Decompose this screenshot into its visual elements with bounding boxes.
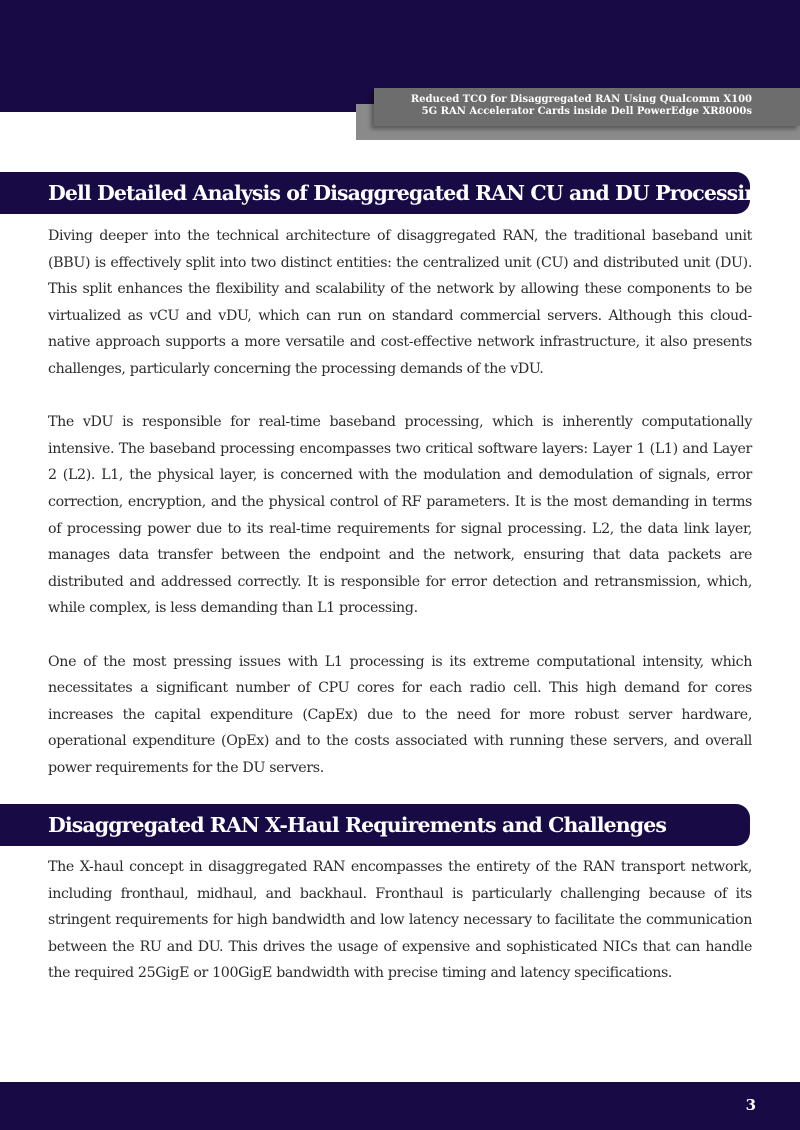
paragraph: Diving deeper into the technical architecture of disaggregated RAN, the traditional baseband unit (BBU) is effectively split into two distinct entities: the centralized unit (CU) and distributed unit (DU). This split enhances the flexibility and scalability of the network by allowing these components to be virtualized as vCU and vDU, which can run on standard commercial servers. Although this cloud-native approach supports a more versatile and cost-effective network infrastructure, it also presents challenges, particularly concerning the processing demands of the vDU. [48,228,752,377]
document-title-line-2: 5G RAN Accelerator Cards inside Dell PowerEdge XR8000s [421,106,752,117]
section-body-x-haul [48,854,752,987]
document-title-line-1: Reduced TCO for Disaggregated RAN Using Qualcomm X100 [410,94,752,105]
section-heading-x-haul [0,804,750,846]
document-title [411,94,752,118]
section-title: Dell Detailed Analysis of Disaggregated RAN CU and DU Processing [48,181,772,205]
footer-band [0,1082,800,1130]
section-heading-cu-du [0,172,772,214]
section-body-cu-du [48,223,752,781]
paragraph: The vDU is responsible for real-time baseband processing, which is inherently computationally intensive. The baseband processing encompasses two critical software layers: Layer 1 (L1) and Layer 2 (L2). L1, the physical layer, is concerned with the modulation and demodulation of signals, error correction, encryption, and the physical control of RF parameters. It is the most demanding in terms of processing power due to its real-time requirements for signal processing. L2, the data link layer, manages data transfer between the endpoint and the network, ensuring that data packets are distributed and addressed correctly. It is responsible for error detection and retransmission, which, while complex, is less demanding than L1 processing. [48,414,752,617]
paragraph: The X-haul concept in disaggregated RAN encompasses the entirety of the RAN transport network, including fronthaul, midhaul, and backhaul. Fronthaul is particularly challenging because of its stringent requirements for high bandwidth and low latency necessary to facilitate the communication between the RU and DU. This drives the usage of expensive and sophisticated NICs that can handle the required 25GigE or 100GigE bandwidth with precise timing and latency specifications. [48,859,752,982]
section-title: Disaggregated RAN X-Haul Requirements and Challenges [48,813,667,837]
page-number: 3 [745,1096,756,1114]
document-title-tag [374,88,800,126]
paragraph: One of the most pressing issues with L1 processing is its extreme computational intensity, which necessitates a significant number of CPU cores for each radio cell. This high demand for cores increases the capital expenditure (CapEx) due to the need for more robust server hardware, operational expenditure (OpEx) and to the costs associated with running these servers, and overall power requirements for the DU servers. [48,653,752,776]
